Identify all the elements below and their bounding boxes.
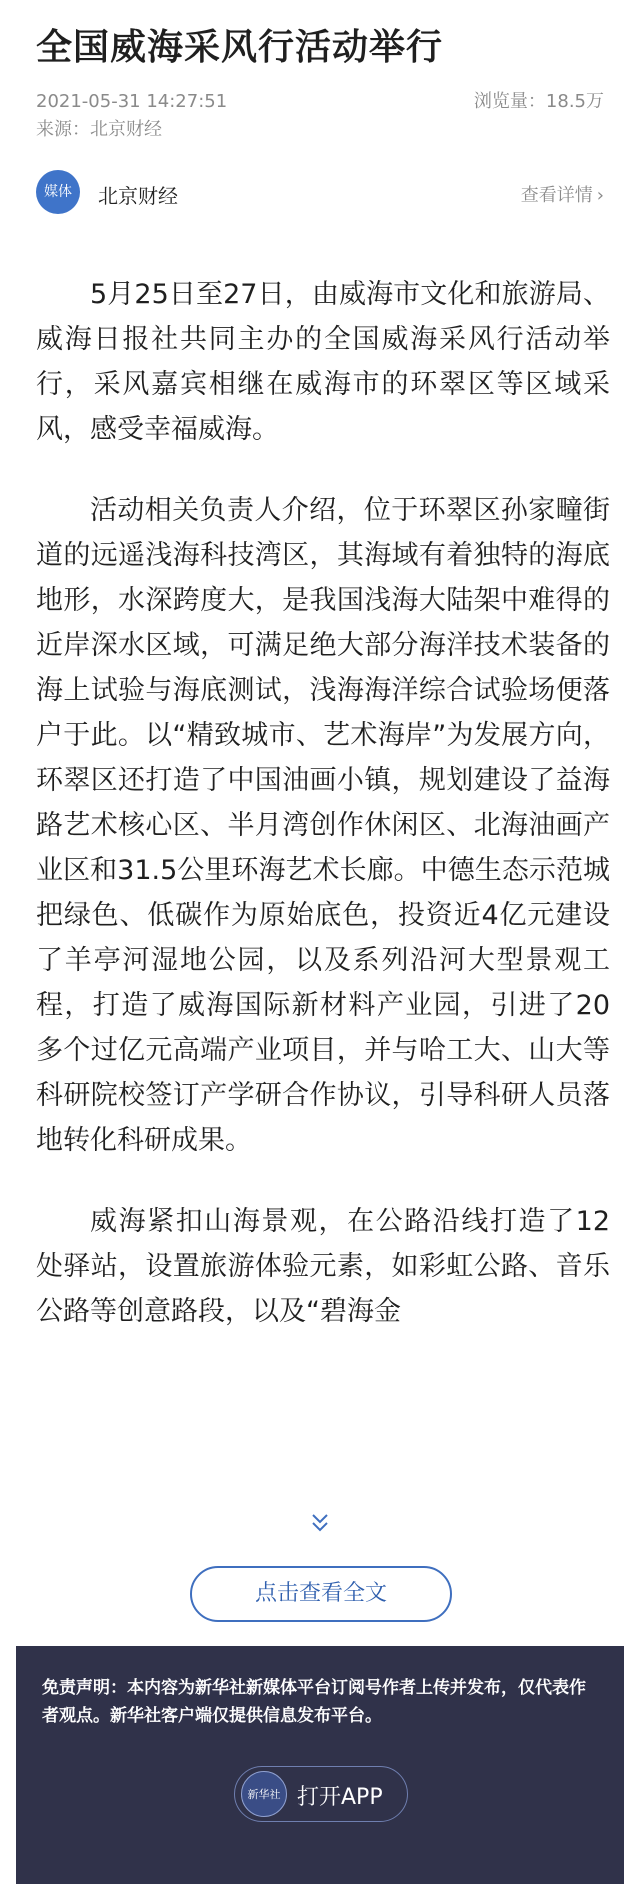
author-row[interactable]	[36, 170, 604, 214]
author-avatar[interactable]: 媒体	[36, 170, 80, 214]
open-app-button[interactable]	[234, 1766, 408, 1822]
article-paragraph: 威海紧扣山海景观，在公路沿线打造了12处驿站，设置旅游体验元素，如彩虹公路、音乐公路等创意路段，以及“碧海金	[36, 1206, 610, 1327]
article-title: 全国威海采风行活动举行	[36, 27, 444, 68]
article-body	[36, 272, 610, 1482]
view-count: 浏览量：18.5万	[473, 91, 604, 112]
article-source: 来源：北京财经	[36, 119, 162, 140]
open-app-label: 打开APP	[297, 1785, 383, 1810]
read-full-article-button[interactable]: 点击查看全文	[190, 1566, 452, 1622]
publish-time: 2021-05-31 14:27:51	[36, 91, 228, 112]
disclaimer-panel	[16, 1646, 624, 1884]
double-chevron-down-icon[interactable]	[308, 1510, 332, 1536]
chevron-right-icon: ›	[596, 185, 604, 206]
article-paragraph: 活动相关负责人介绍，位于环翠区孙家疃街道的远遥浅海科技湾区，其海域有着独特的海底地形，水深跨度大，是我国浅海大陆架中难得的近岸深水区域，可满足绝大部分海洋技术装备的海上试验与海底测试，浅海海洋综合试验场便落户于此。以“精致城市、艺术海岸”为发展方向，环翠区还打造了中国油画小镇，规划建设了益海路艺术核心区、半月湾创作休闲区、北海油画产业区和31.5公里环海艺术长廊。中德生态示范城把绿色、低碳作为原始底色，投资近4亿元建设了羊亭河湿地公园，以及系列沿河大型景观工程，打造了威海国际新材料产业园，引进了20多个过亿元高端产业项目，并与哈工大、山大等科研院校签订产学研合作协议，引导科研人员落地转化科研成果。	[36, 495, 610, 1156]
author-name[interactable]: 北京财经	[98, 184, 178, 208]
view-detail-label: 查看详情	[520, 185, 593, 206]
article-paragraph: 5月25日至27日，由威海市文化和旅游局、威海日报社共同主办的全国威海采风行活动举行，采风嘉宾相继在威海市的环翠区等区域采风，感受幸福威海。	[36, 279, 610, 445]
disclaimer-text: 免责声明：本内容为新华社新媒体平台订阅号作者上传并发布，仅代表作者观点。新华社客户端仅提供信息发布平台。	[42, 1678, 586, 1726]
xinhua-logo-icon: 新华社	[241, 1771, 287, 1817]
view-detail-link[interactable]	[521, 181, 604, 207]
content-fade-overlay	[0, 1340, 640, 1490]
